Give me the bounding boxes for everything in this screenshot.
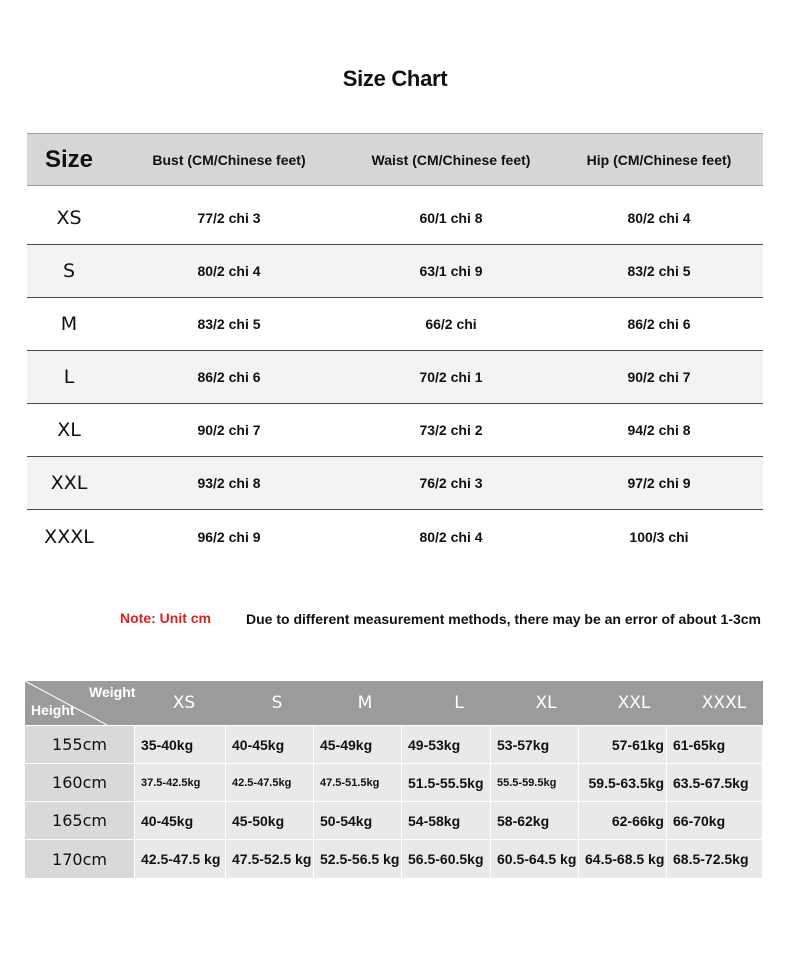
- hip-value: 86/2 chi 6: [627, 316, 691, 332]
- weight-row: [25, 763, 763, 801]
- hip-value: 100/3 chi: [629, 528, 689, 545]
- size-row: [27, 298, 763, 351]
- weight-table-header: [25, 681, 763, 725]
- size-header: M: [357, 693, 373, 713]
- weight-value: 35-40kg: [135, 726, 226, 763]
- size-row: [27, 510, 763, 563]
- weight-value: 47.5-51.5kg: [314, 764, 402, 801]
- weight-value: 51.5-55.5kg: [402, 764, 491, 801]
- weight-row: [25, 839, 763, 878]
- size-table-header: [27, 133, 763, 186]
- weight-value: 66-70kg: [667, 802, 763, 839]
- weight-value: 42.5-47.5 kg: [135, 840, 226, 878]
- weight-row: [25, 725, 763, 763]
- weight-value: 63.5-67.5kg: [667, 764, 763, 801]
- size-label: S: [62, 260, 76, 282]
- weight-value: 54-58kg: [402, 802, 491, 839]
- note-label: Note: Unit cm: [120, 610, 211, 626]
- header-hip: Hip (CM/Chinese feet): [586, 151, 732, 168]
- header-bust: Bust (CM/Chinese feet): [152, 151, 306, 168]
- waist-value: 80/2 chi 4: [419, 528, 483, 545]
- size-row: [27, 351, 763, 404]
- size-header: L: [454, 693, 464, 713]
- height-label: 155cm: [25, 726, 135, 763]
- size-label: XXL: [50, 472, 88, 494]
- weight-value: 60.5-64.5 kg: [491, 840, 579, 878]
- size-row: [27, 245, 763, 298]
- weight-value: 42.5-47.5kg: [226, 764, 314, 801]
- hip-value: 97/2 chi 9: [627, 475, 691, 491]
- bust-value: 80/2 chi 4: [197, 263, 261, 279]
- page-title: Size Chart: [342, 66, 448, 91]
- corner-weight-label: Weight: [89, 684, 136, 700]
- bust-value: 93/2 chi 8: [197, 475, 261, 491]
- weight-value: 40-45kg: [135, 802, 226, 839]
- size-label: XL: [57, 419, 81, 441]
- waist-value: 73/2 chi 2: [419, 422, 483, 438]
- header-size: Size: [44, 145, 94, 173]
- size-row: [27, 457, 763, 510]
- weight-value: 45-49kg: [314, 726, 402, 763]
- weight-value: 64.5-68.5 kg: [579, 840, 667, 878]
- size-label: XXXL: [44, 525, 94, 548]
- note-text: Due to different measurement methods, there may be an error of about 1-3cm: [246, 611, 762, 627]
- size-header: XS: [172, 693, 196, 713]
- size-header-cells: [135, 681, 763, 725]
- size-header: XL: [535, 693, 557, 713]
- size-label: XS: [56, 207, 82, 229]
- weight-value: 37.5-42.5kg: [135, 764, 226, 801]
- waist-value: 70/2 chi 1: [419, 369, 483, 385]
- size-table-body: [27, 192, 763, 563]
- header-waist: Waist (CM/Chinese feet): [371, 151, 531, 168]
- weight-value: 57-61kg: [579, 726, 667, 763]
- size-header: XXXL: [701, 693, 747, 713]
- height-label: 165cm: [25, 802, 135, 839]
- weight-value: 61-65kg: [667, 726, 763, 763]
- weight-value: 40-45kg: [226, 726, 314, 763]
- size-header: XXL: [617, 693, 651, 713]
- height-label: 160cm: [25, 764, 135, 801]
- waist-value: 76/2 chi 3: [419, 475, 483, 491]
- weight-value: 49-53kg: [402, 726, 491, 763]
- weight-value: 62-66kg: [579, 802, 667, 839]
- bust-value: 96/2 chi 9: [197, 528, 261, 545]
- size-table: [27, 133, 763, 563]
- weight-value: 55.5-59.5kg: [491, 764, 579, 801]
- size-row: [27, 404, 763, 457]
- weight-value: 58-62kg: [491, 802, 579, 839]
- hip-value: 90/2 chi 7: [627, 369, 691, 385]
- waist-value: 63/1 chi 9: [419, 263, 483, 279]
- weight-value: 50-54kg: [314, 802, 402, 839]
- weight-value: 56.5-60.5kg: [402, 840, 491, 878]
- weight-value: 47.5-52.5 kg: [226, 840, 314, 878]
- size-row: [27, 192, 763, 245]
- size-label: M: [60, 313, 78, 335]
- corner-cell: [25, 681, 135, 725]
- bust-value: 77/2 chi 3: [197, 210, 261, 226]
- size-label: L: [63, 366, 75, 388]
- size-header: S: [271, 693, 283, 713]
- bust-value: 86/2 chi 6: [197, 369, 261, 385]
- hip-value: 83/2 chi 5: [627, 263, 691, 279]
- weight-value: 45-50kg: [226, 802, 314, 839]
- weight-row: [25, 801, 763, 839]
- corner-height-label: Height: [31, 702, 75, 718]
- weight-value: 52.5-56.5 kg: [314, 840, 402, 878]
- weight-value: 68.5-72.5kg: [667, 840, 763, 878]
- weight-value: 53-57kg: [491, 726, 579, 763]
- weight-table-body: [25, 725, 763, 878]
- waist-value: 60/1 chi 8: [419, 210, 483, 226]
- weight-table: [25, 681, 763, 878]
- bust-value: 90/2 chi 7: [197, 422, 261, 438]
- height-label: 170cm: [25, 840, 135, 878]
- weight-value: 59.5-63.5kg: [579, 764, 667, 801]
- hip-value: 94/2 chi 8: [627, 422, 691, 438]
- hip-value: 80/2 chi 4: [627, 210, 691, 226]
- bust-value: 83/2 chi 5: [197, 316, 261, 332]
- waist-value: 66/2 chi: [425, 316, 477, 332]
